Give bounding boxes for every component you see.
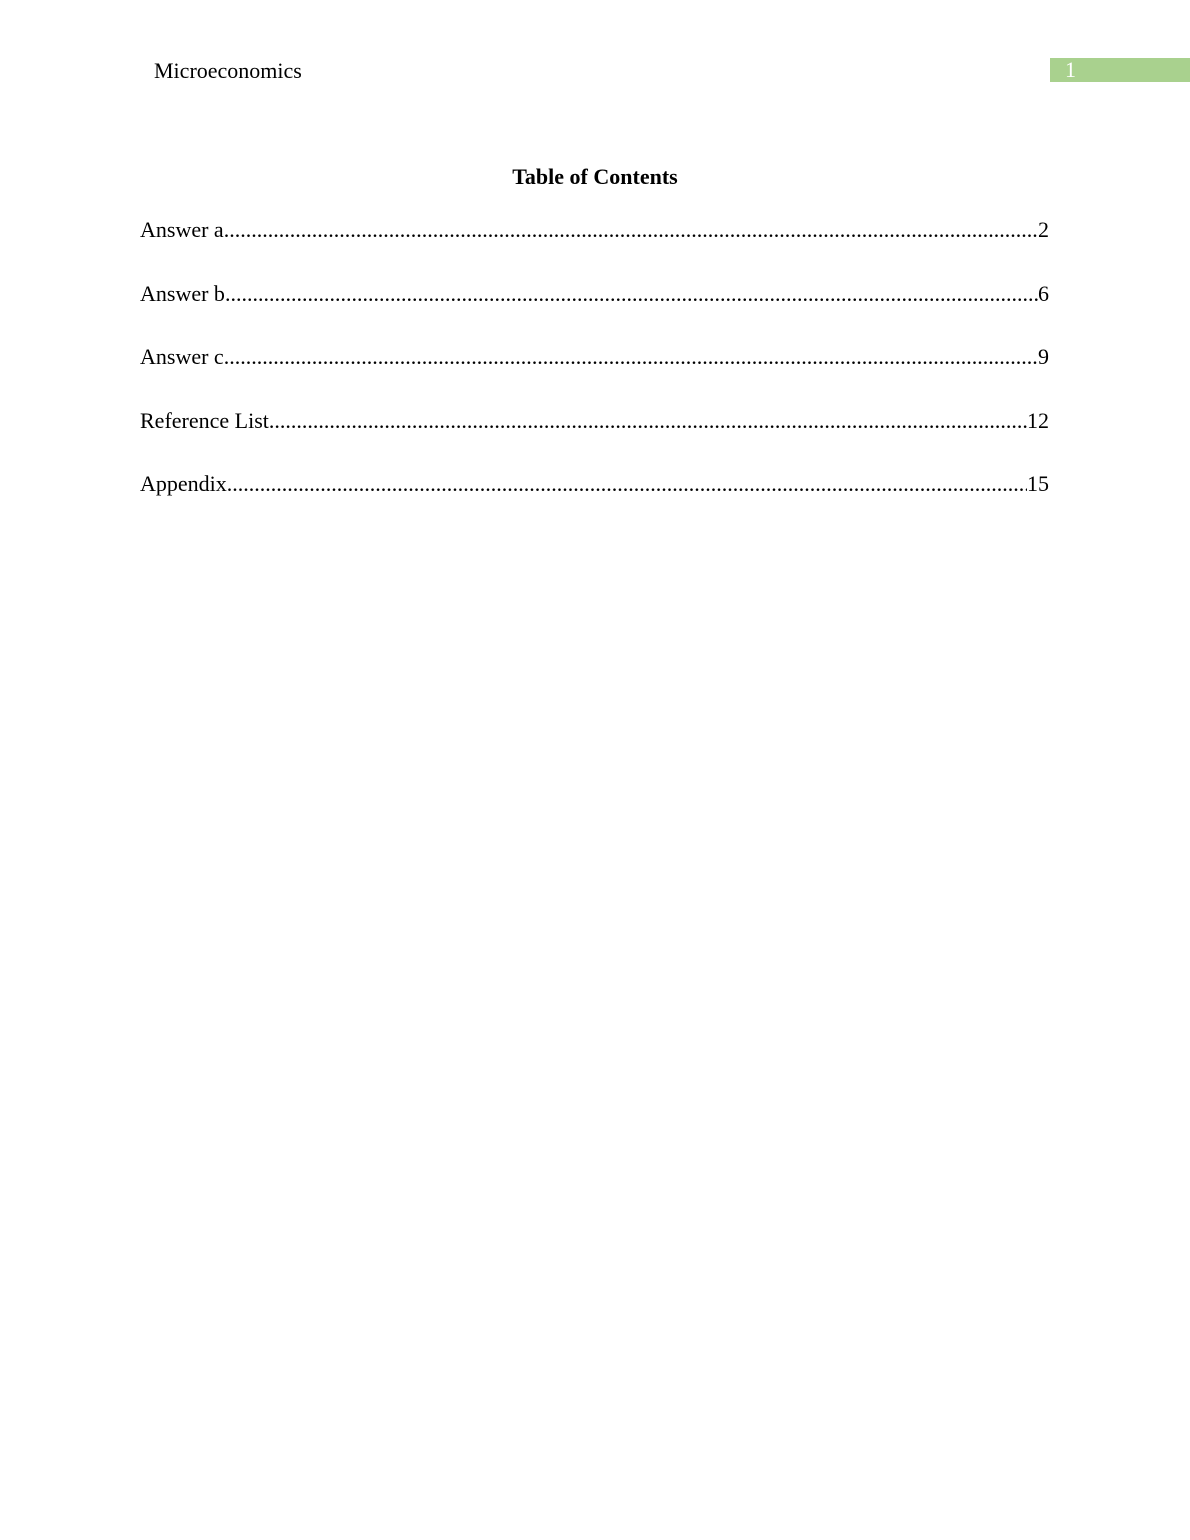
toc-entry-page: 2: [1038, 217, 1049, 242]
toc-heading: Table of Contents: [512, 164, 678, 189]
toc-entry-appendix[interactable]: [140, 471, 1049, 497]
page-number: 1: [1065, 57, 1076, 82]
toc-entry-page: 9: [1038, 344, 1049, 369]
toc-entry-answer-c[interactable]: [140, 344, 1049, 370]
toc-dot-leader: [225, 281, 1038, 307]
toc-entry-label: Answer b: [140, 280, 225, 306]
page-number-badge: [1050, 58, 1190, 82]
toc-entry-label: Appendix: [140, 471, 227, 496]
toc-dot-leader: [269, 408, 1027, 434]
toc-dot-leader: [224, 217, 1038, 243]
toc-entry-label: Reference List: [140, 407, 269, 433]
toc-dot-leader: [227, 471, 1027, 497]
toc-entry-answer-a[interactable]: [140, 217, 1049, 243]
toc-dot-leader: [224, 344, 1038, 370]
toc-entry-page: 12: [1027, 407, 1049, 433]
toc-entry-answer-b[interactable]: [140, 281, 1049, 307]
toc-entry-page: 15: [1027, 471, 1049, 496]
toc-entry-page: 6: [1038, 280, 1049, 306]
toc-entry-label: Answer a: [140, 217, 224, 242]
toc-entry-reference-list[interactable]: [140, 408, 1049, 434]
toc-list: [140, 217, 1049, 535]
running-header-title: Microeconomics: [154, 58, 302, 83]
toc-entry-label: Answer c: [140, 344, 224, 369]
